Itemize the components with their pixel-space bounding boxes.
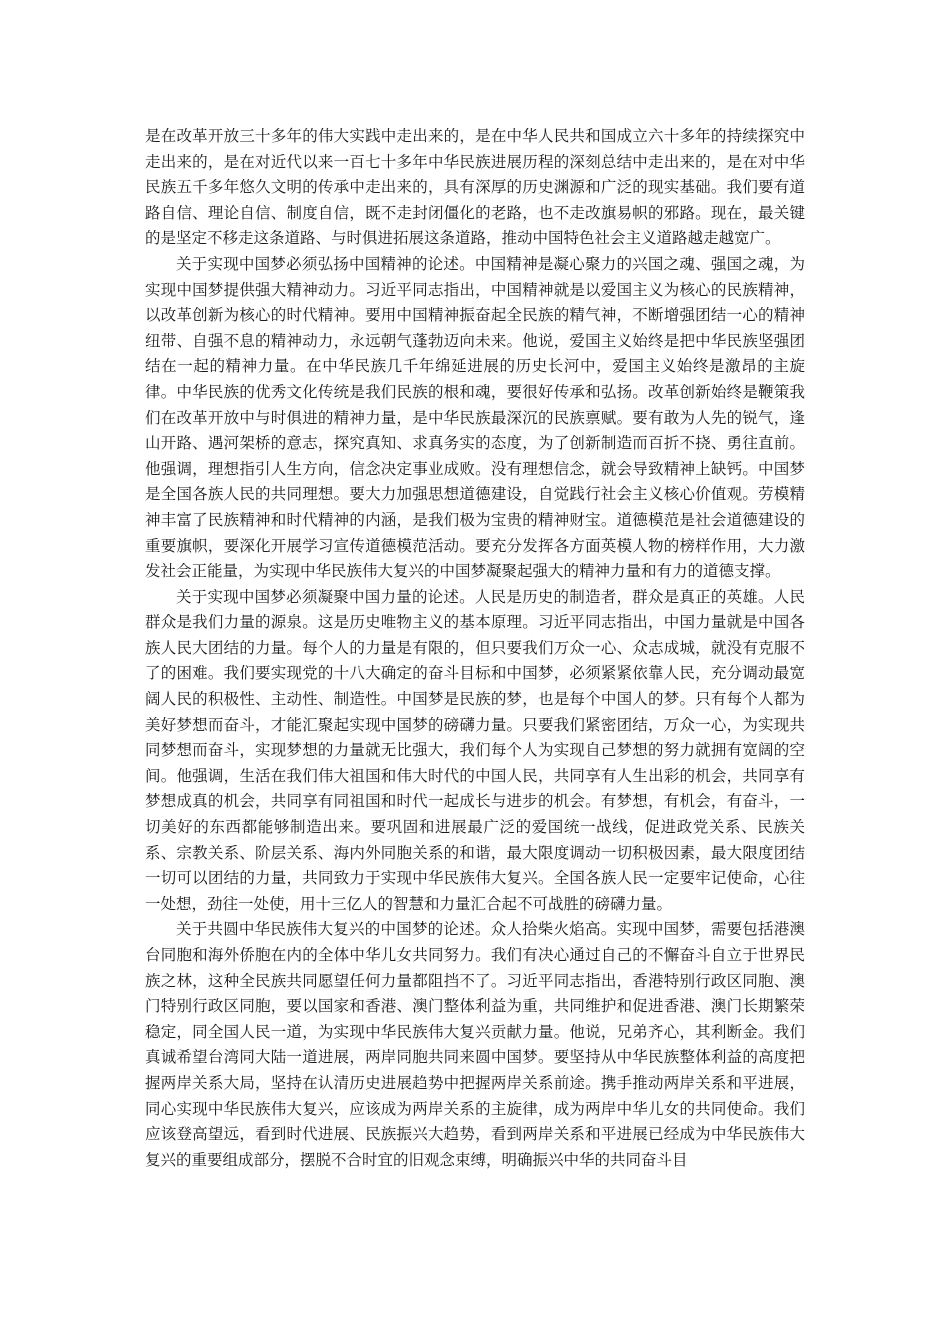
paragraph: 关于实现中国梦必须凝聚中国力量的论述。人民是历史的制造者，群众是真正的英雄。人民群众是我们力量的源泉。这是历史唯物主义的基本原理。习近平同志指出，中国力量就是中国各族人民大团结的力量。每个人的力量是有限的，但只要我们万众一心、众志成城，就没有克服不了的困难。我们要实现党的十八大确定的奋斗目标和中国梦，必须紧紧依靠人民，充分调动最宽阔人民的积极性、主动性、制造性。中国梦是民族的梦，也是每个中国人的梦。只有每个人都为美好梦想而奋斗，才能汇聚起实现中国梦的磅礴力量。只要我们紧密团结，万众一心，为实现共同梦想而奋斗，实现梦想的力量就无比强大，我们每个人为实现自己梦想的努力就拥有宽阔的空间。他强调，生活在我们伟大祖国和伟大时代的中国人民，共同享有人生出彩的机会，共同享有梦想成真的机会，共同享有同祖国和时代一起成长与进步的机会。有梦想，有机会，有奋斗，一切美好的东西都能够制造出来。要巩固和进展最广泛的爱国统一战线，促进政党关系、民族关系、宗教关系、阶层关系、海内外同胞关系的和谐，最大限度调动一切积极因素，最大限度团结一切可以团结的力量，共同致力于实现中华民族伟大复兴。全国各族人民一定要牢记使命，心往一处想，劲往一处使，用十三亿人的智慧和力量汇合起不可战胜的磅礴力量。: [145, 587, 805, 913]
document-page: [145, 124, 805, 1173]
paragraph: 关于共圆中华民族伟大复兴的中国梦的论述。众人拾柴火焰高。实现中国梦，需要包括港澳台同胞和海外侨胞在内的全体中华儿女共同努力。我们有决心通过自己的不懈奋斗自立于世界民族之林，这种全民族共同愿望任何力量都阻挡不了。习近平同志指出，香港特别行政区同胞、澳门特别行政区同胞，要以国家和香港、澳门整体利益为重，共同维护和促进香港、澳门长期繁荣稳定，同全国人民一道，为实现中华民族伟大复兴贡献力量。他说，兄弟齐心，其利断金。我们真诚希望台湾同大陆一道进展，两岸同胞共同来圆中国梦。要坚持从中华民族整体利益的高度把握两岸关系大局，坚持在认清历史进展趋势中把握两岸关系前途。携手推动两岸关系和平进展，同心实现中华民族伟大复兴，应该成为两岸关系的主旋律，成为两岸中华儿女的共同使命。我们应该登高望远，看到时代进展、民族振兴大趋势，看到两岸关系和平进展已经成为中华民族伟大复兴的重要组成部分，摆脱不合时宜的旧观念束缚，明确振兴中华的共同奋斗目: [145, 920, 805, 1169]
paragraph: 是在改革开放三十多年的伟大实践中走出来的，是在中华人民共和国成立六十多年的持续探究中走出来的，是在对近代以来一百七十多年中华民族进展历程的深刻总结中走出来的，是在对中华民族五千多年悠久文明的传承中走出来的，具有深厚的历史渊源和广泛的现实基础。我们要有道路自信、理论自信、制度自信，既不走封闭僵化的老路，也不走改旗易帜的邪路。现在，最关键的是坚定不移走这条道路、与时俱进拓展这条道路，推动中国特色社会主义道路越走越宽广。: [145, 127, 805, 248]
paragraph: 关于实现中国梦必须弘扬中国精神的论述。中国精神是凝心聚力的兴国之魂、强国之魂，为实现中国梦提供强大精神动力。习近平同志指出，中国精神就是以爱国主义为核心的民族精神，以改革创新为核心的时代精神。要用中国精神振奋起全民族的精气神，不断增强团结一心的精神纽带、自强不息的精神动力，永远朝气蓬勃迈向未来。他说，爱国主义始终是把中华民族坚强团结在一起的精神力量。在中华民族几千年绵延进展的历史长河中，爱国主义始终是激昂的主旋律。中华民族的优秀文化传统是我们民族的根和魂，要很好传承和弘扬。改革创新始终是鞭策我们在改革开放中与时俱进的精神力量，是中华民族最深沉的民族禀赋。要有敢为人先的锐气，逢山开路、遇河架桥的意志，探究真知、求真务实的态度，为了创新制造而百折不挠、勇往直前。他强调，理想指引人生方向，信念决定事业成败。没有理想信念，就会导致精神上缺钙。中国梦是全国各族人民的共同理想。要大力加强思想道德建设，自觉践行社会主义核心价值观。劳模精神丰富了民族精神和时代精神的内涵，是我们极为宝贵的精神财宝。道德模范是社会道德建设的重要旗帜，要深化开展学习宣传道德模范活动。要充分发挥各方面英模人物的榜样作用，大力激发社会正能量，为实现中华民族伟大复兴的中国梦凝聚起强大的精神力量和有力的道德支撑。: [145, 254, 805, 581]
